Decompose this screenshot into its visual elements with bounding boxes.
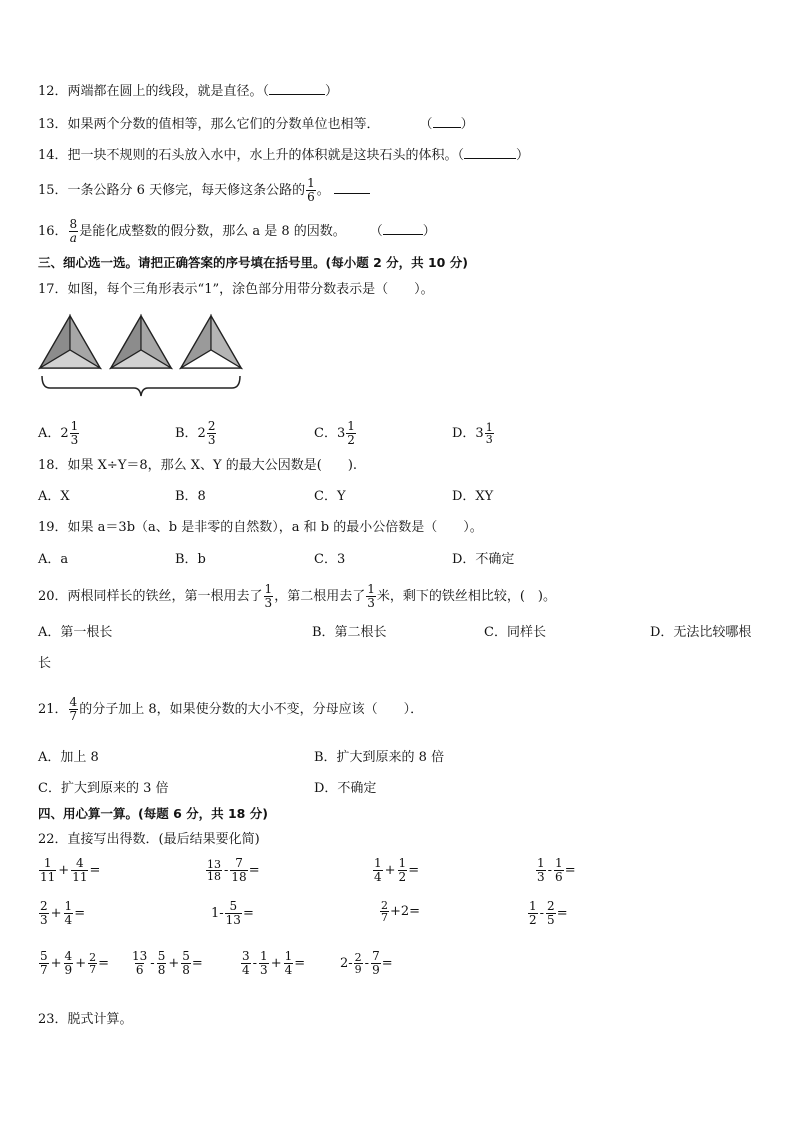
question-12: 12．两端都在圆上的线段，就是直径。（ ） [38, 84, 339, 99]
section-4-heading: 四、用心算一算。(每题 6 分，共 18 分) [38, 806, 268, 821]
option-17-b[interactable]: B．2 $\frac{2}{3}$ [175, 419, 216, 447]
fraction: $\frac{1}{3}$ [264, 582, 273, 610]
question-19: 19．如果 a＝3b（a、b 是非零的自然数），a 和 b 的最小公倍数是（ ）。 [38, 520, 483, 535]
calc-r1c4[interactable]: $\frac{1}{3}$ - $\frac{1}{6}$ = [537, 856, 576, 884]
calc-r2c1[interactable]: $\frac{2}{3}$ + $\frac{1}{4}$ = [40, 899, 86, 927]
answer-blank[interactable] [269, 82, 325, 95]
question-21: 21． $\frac{4}{7}$ 的分子加上 8，如果使分数的大小不变，分母应该（ ）． [38, 695, 424, 723]
question-20: 20．两根同样长的铁丝，第一根用去了 $\frac{1}{3}$ ，第二根用去了 $\frac{1}{3}$ 米，剩下的铁丝相比较，( )。 [38, 582, 556, 610]
option-18-a[interactable]: A．X [38, 489, 70, 504]
calc-r3c4[interactable]: 2- $\frac{2}{9}$ - $\frac{7}{9}$ = [340, 949, 393, 977]
option-19-c[interactable]: C．3 [314, 552, 346, 567]
option-18-b[interactable]: B．8 [175, 489, 206, 504]
calc-r3c1[interactable]: $\frac{5}{7}$ + $\frac{4}{9}$ + $\frac{2}{7}$ = [40, 949, 109, 977]
question-16: 16． $\frac{8}{a}$ 是能化成整数的假分数，那么 a 是 8 的因数。 （ ） [38, 217, 436, 245]
calc-r2c2[interactable]: 1- $\frac{5}{13}$ = [211, 899, 254, 927]
question-15: 15．一条公路分 6 天修完，每天修这条公路的 $\frac{1}{6}$ 。 [38, 174, 370, 208]
option-18-c[interactable]: C．Y [314, 489, 346, 504]
option-19-b[interactable]: B．b [175, 552, 206, 567]
calc-r1c3[interactable]: $\frac{1}{4}$ + $\frac{1}{2}$ = [374, 856, 420, 884]
triangle-2 [111, 316, 171, 368]
option-21-a[interactable]: A．加上 8 [38, 750, 99, 765]
question-17: 17．如图，每个三角形表示“1”，涂色部分用带分数表示是（ ）。 [38, 282, 434, 297]
fraction: $\frac{1}{3}$ [367, 582, 375, 610]
section-3-heading: 三、细心选一选。请把正确答案的序号填在括号里。(每小题 2 分，共 10 分) [38, 255, 468, 270]
option-21-b[interactable]: B．扩大到原来的 8 倍 [314, 750, 445, 765]
option-17-a[interactable]: A．2 $\frac{1}{3}$ [38, 419, 79, 447]
calc-r1c1[interactable]: $\frac{1}{11}$ + $\frac{4}{11}$ = [40, 856, 101, 884]
calc-r3c3[interactable]: $\frac{3}{4}$ - $\frac{1}{3}$ + $\frac{1}{4}$ = [242, 949, 306, 977]
answer-blank[interactable] [464, 146, 516, 159]
fraction: $\frac{8}{a}$ [69, 217, 78, 245]
option-20-c[interactable]: C．同样长 [484, 625, 546, 640]
triangles-figure [36, 310, 248, 402]
option-20-a[interactable]: A．第一根长 [38, 625, 113, 640]
option-20-d[interactable]: D．无法比较哪根 [650, 625, 752, 640]
triangle-3 [181, 316, 241, 368]
option-21-d[interactable]: D．不确定 [314, 781, 377, 796]
question-18: 18．如果 X÷Y＝8，那么 X、Y 的最大公因数是( ). [38, 458, 358, 473]
calc-r2c4[interactable]: $\frac{1}{2}$ - $\frac{2}{5}$ = [529, 899, 568, 927]
option-20-b[interactable]: B．第二根长 [312, 625, 387, 640]
fraction: $\frac{4}{7}$ [69, 695, 78, 723]
option-20-d-wrap: 长 [38, 656, 52, 671]
question-14: 14．把一块不规则的石头放入水中，水上升的体积就是这块石头的体积。（ ） [38, 148, 530, 163]
option-19-a[interactable]: A．a [38, 552, 69, 567]
question-13: 13．如果两个分数的值相等，那么它们的分数单位也相等． （ ） [38, 117, 474, 132]
answer-blank[interactable] [334, 181, 370, 194]
question-22: 22．直接写出得数．(最后结果要化简) [38, 832, 260, 847]
answer-blank[interactable] [433, 115, 461, 128]
option-17-c[interactable]: C．3 $\frac{1}{2}$ [314, 419, 355, 447]
option-17-d[interactable]: D．3 $\frac{1}{3}$ [452, 421, 493, 446]
calc-r3c2[interactable]: $\frac{13}{6}$ - $\frac{5}{8}$ + $\frac{5}{8}$ = [132, 949, 203, 977]
calc-r1c2[interactable]: $\frac{13}{18}$ - $\frac{7}{18}$ = [207, 856, 260, 884]
brace [42, 376, 240, 396]
option-19-d[interactable]: D．不确定 [452, 552, 515, 567]
triangle-1 [40, 316, 100, 368]
answer-blank[interactable] [383, 222, 423, 235]
question-23: 23．脱式计算。 [38, 1012, 133, 1027]
option-21-c[interactable]: C．扩大到原来的 3 倍 [38, 781, 169, 796]
option-18-d[interactable]: D．XY [452, 489, 494, 504]
fraction: $\frac{1}{6}$ [307, 176, 315, 204]
calc-r2c3[interactable]: $\frac{2}{7}$ +2= [381, 899, 421, 924]
